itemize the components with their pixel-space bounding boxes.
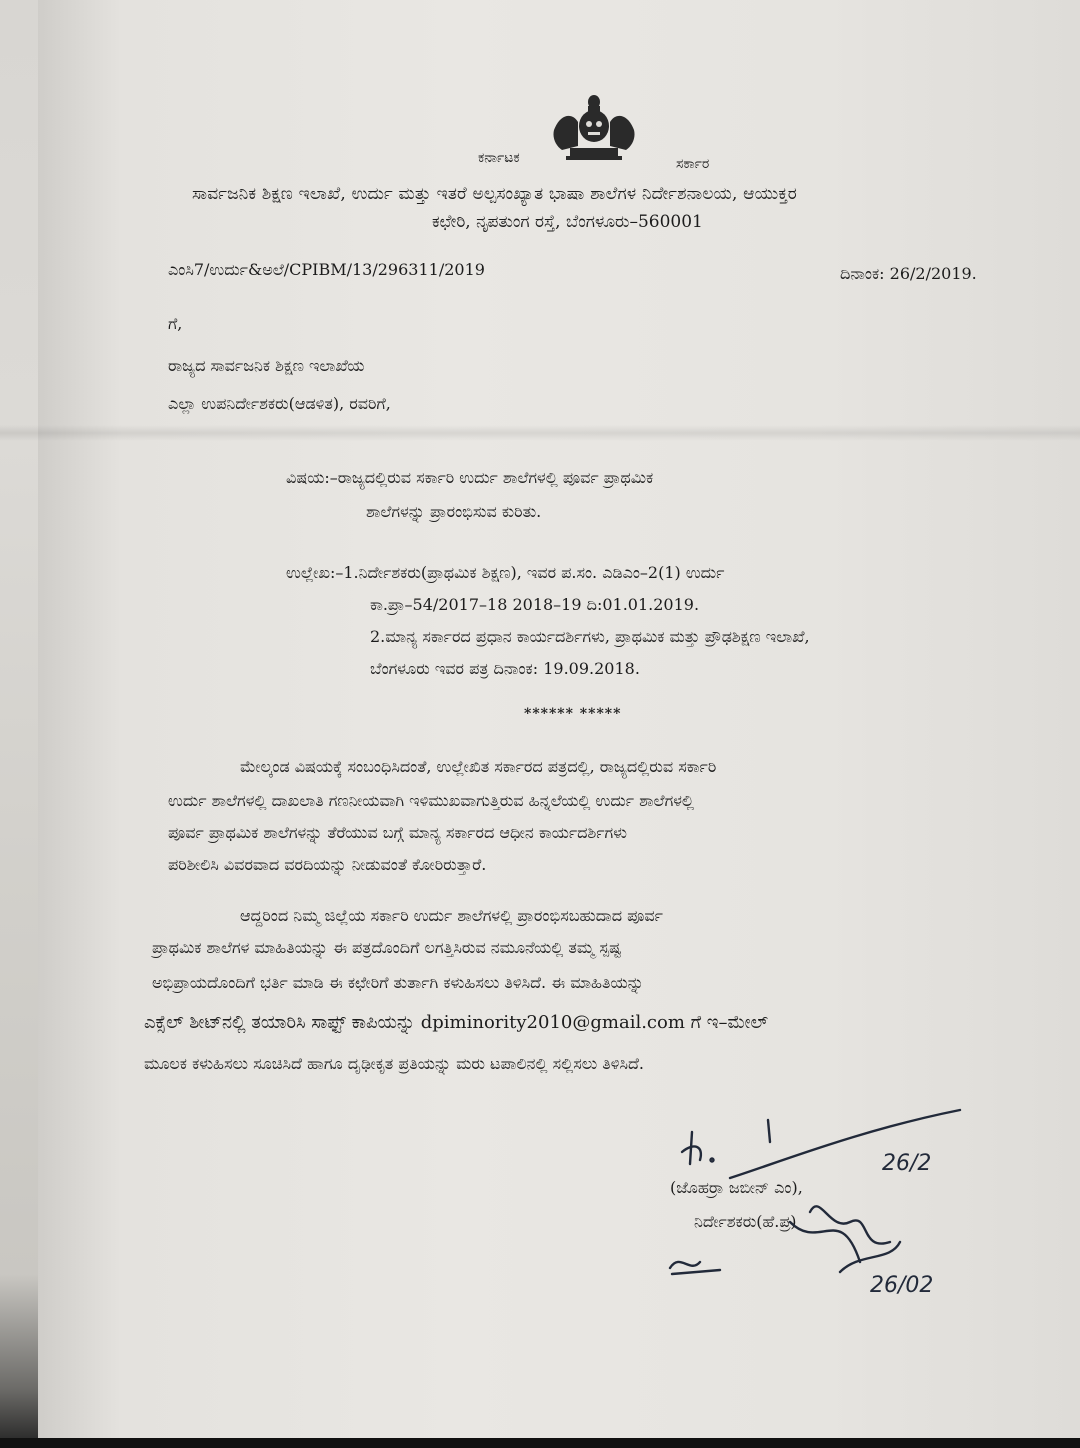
paper-fold-shadow xyxy=(0,425,1080,441)
paragraph-1-line-1: ಮೇಲ್ಕಂಡ ವಿಷಯಕ್ಕೆ ಸಂಬಂಧಿಸಿದಂತೆ, ಉಲ್ಲೇಖಿತ ಸರ್ಕಾರದ ಪತ್ರದಲ್ಲಿ, ರಾಜ್ಯದಲ್ಲಿರುವ ಸರ್ಕಾರಿ xyxy=(240,757,717,776)
paragraph-1-line-4: ಪರಿಶೀಲಿಸಿ ವಿವರವಾದ ವರದಿಯನ್ನು ನೀಡುವಂತೆ ಕೋರಿರುತ್ತಾರೆ. xyxy=(168,855,487,874)
separator-stars: ****** ***** xyxy=(524,706,622,722)
karnataka-emblem-icon xyxy=(548,92,640,166)
handwritten-date-bottom: 26/02 xyxy=(870,1273,934,1298)
reference-line-1: ಉಲ್ಲೇಖ:–1.ನಿರ್ದೇಶಕರು(ಪ್ರಾಥಮಿಕ ಶಿಕ್ಷಣ), ಇವರ ಪ.ಸಂ. ಎಡಿಎಂ–2(1) ಉರ್ದು xyxy=(286,563,725,582)
paragraph-2-line-3: ಅಭಿಪ್ರಾಯದೊಂದಿಗೆ ಭರ್ತಿ ಮಾಡಿ ಈ ಕಛೇರಿಗೆ ತುರ್ತಾಗಿ ಕಳುಹಿಸಲು ತಿಳಿಸಿದೆ. ಈ ಮಾಹಿತಿಯನ್ನು xyxy=(152,973,644,992)
reference-number: ಎಂಸಿ7/ಉರ್ದು&ಅಲೆ/CPIBM/13/296311/2019 xyxy=(168,260,485,279)
paragraph-2-line-5: ಮೂಲಕ ಕಳುಹಿಸಲು ಸೂಚಿಸಿದೆ ಹಾಗೂ ದೃಢೀಕೃತ ಪ್ರತಿಯನ್ನು ಮರು ಟಪಾಲಿನಲ್ಲಿ ಸಲ್ಲಿಸಲು ತಿಳಿಸಿದೆ. xyxy=(144,1054,645,1073)
paragraph-1-line-2: ಉರ್ದು ಶಾಲೆಗಳಲ್ಲಿ ದಾಖಲಾತಿ ಗಣನೀಯವಾಗಿ ಇಳಿಮುಖವಾಗುತ್ತಿರುವ ಹಿನ್ನಲೆಯಲ್ಲಿ ಉರ್ದು ಶಾಲೆಗಳಲ್ಲಿ xyxy=(168,791,695,810)
signatory-name: (ಜೊಹರ್ರಾ ಜಬೀನ್ ಎಂ), xyxy=(670,1178,803,1197)
subject-line-2: ಶಾಲೆಗಳನ್ನು ಪ್ರಾರಂಭಿಸುವ ಕುರಿತು. xyxy=(366,502,542,521)
reference-line-3: 2.ಮಾನ್ಯ ಸರ್ಕಾರದ ಪ್ರಧಾನ ಕಾರ್ಯದರ್ಶಿಗಳು, ಪ್ರಾಥಮಿಕ ಮತ್ತು ಪ್ರೌಢಶಿಕ್ಷಣ ಇಲಾಖೆ, xyxy=(370,627,810,646)
gov-label-right: ಸರ್ಕಾರ xyxy=(676,156,710,172)
recipient-salutation: ಗೆ, xyxy=(168,314,183,333)
subject-line-1: ವಿಷಯ:–ರಾಜ್ಯದಲ್ಲಿರುವ ಸರ್ಕಾರಿ ಉರ್ದು ಶಾಲೆಗಳಲ್ಲಿ ಪೂರ್ವ ಪ್ರಾಥಮಿಕ xyxy=(286,468,654,487)
gov-label-left: ಕರ್ನಾಟಕ xyxy=(478,150,520,166)
paragraph-2-line-4-email: ಎಕ್ಸೆಲ್ ಶೀಟ್‌ನಲ್ಲಿ ತಯಾರಿಸಿ ಸಾಫ್ಟ್ ಕಾಪಿಯನ್ನು dpiminority2010@gmail.com ಗೆ ಇ–ಮೇಲ್ xyxy=(144,1012,769,1033)
signatory-title: ನಿರ್ದೇಶಕರು(ಹೆ.ಪ್ರ) xyxy=(694,1212,797,1231)
handwritten-signature xyxy=(660,1102,1000,1302)
paragraph-2-line-2: ಪ್ರಾಥಮಿಕ ಶಾಲೆಗಳ ಮಾಹಿತಿಯನ್ನು ಈ ಪತ್ರದೊಂದಿಗೆ ಲಗತ್ತಿಸಿರುವ ನಮೂನೆಯಲ್ಲಿ ತಮ್ಮ ಸ್ಪಷ್ಟ xyxy=(152,938,622,957)
reference-line-4: ಬೆಂಗಳೂರು ಇವರ ಪತ್ರ ದಿನಾಂಕ: 19.09.2018. xyxy=(370,659,640,678)
recipient-line-1: ರಾಜ್ಯದ ಸಾರ್ವಜನಿಕ ಶಿಕ್ಷಣ ಇಲಾಖೆಯ xyxy=(168,356,365,375)
photo-bottom-edge xyxy=(0,1438,1080,1448)
department-name: ಸಾರ್ವಜನಿಕ ಶಿಕ್ಷಣ ಇಲಾಖೆ, ಉರ್ದು ಮತ್ತು ಇತರೆ ಅಲ್ಪಸಂಖ್ಯಾತ ಭಾಷಾ ಶಾಲೆಗಳ ನಿರ್ದೇಶನಾಲಯ, ಆಯುಕ್ತರ xyxy=(192,184,797,204)
handwritten-date-top: 26/2 xyxy=(882,1151,932,1176)
paragraph-1-line-3: ಪೂರ್ವ ಪ್ರಾಥಮಿಕ ಶಾಲೆಗಳನ್ನು ತೆರೆಯುವ ಬಗ್ಗೆ ಮಾನ್ಯ ಸರ್ಕಾರದ ಆಧೀನ ಕಾರ್ಯದರ್ಶಿಗಳು xyxy=(168,823,627,842)
recipient-line-2: ಎಲ್ಲಾ ಉಪನಿರ್ದೇಶಕರು(ಆಡಳಿತ), ರವರಿಗೆ, xyxy=(168,394,391,413)
office-address: ಕಛೇರಿ, ನೃಪತುಂಗ ರಸ್ತೆ, ಬೆಂಗಳೂರು–560001 xyxy=(432,212,703,232)
paragraph-2-line-1: ಆದ್ದರಿಂದ ನಿಮ್ಮ ಜಿಲ್ಲೆಯ ಸರ್ಕಾರಿ ಉರ್ದು ಶಾಲೆಗಳಲ್ಲಿ ಪ್ರಾರಂಭಿಸಬಹುದಾದ ಪೂರ್ವ xyxy=(240,906,663,925)
reference-line-2: ಕಾ.ಪ್ರಾ–54/2017–18 2018–19 ದಿ:01.01.2019. xyxy=(370,595,700,614)
letter-date: ದಿನಾಂಕ: 26/2/2019. xyxy=(840,264,977,283)
